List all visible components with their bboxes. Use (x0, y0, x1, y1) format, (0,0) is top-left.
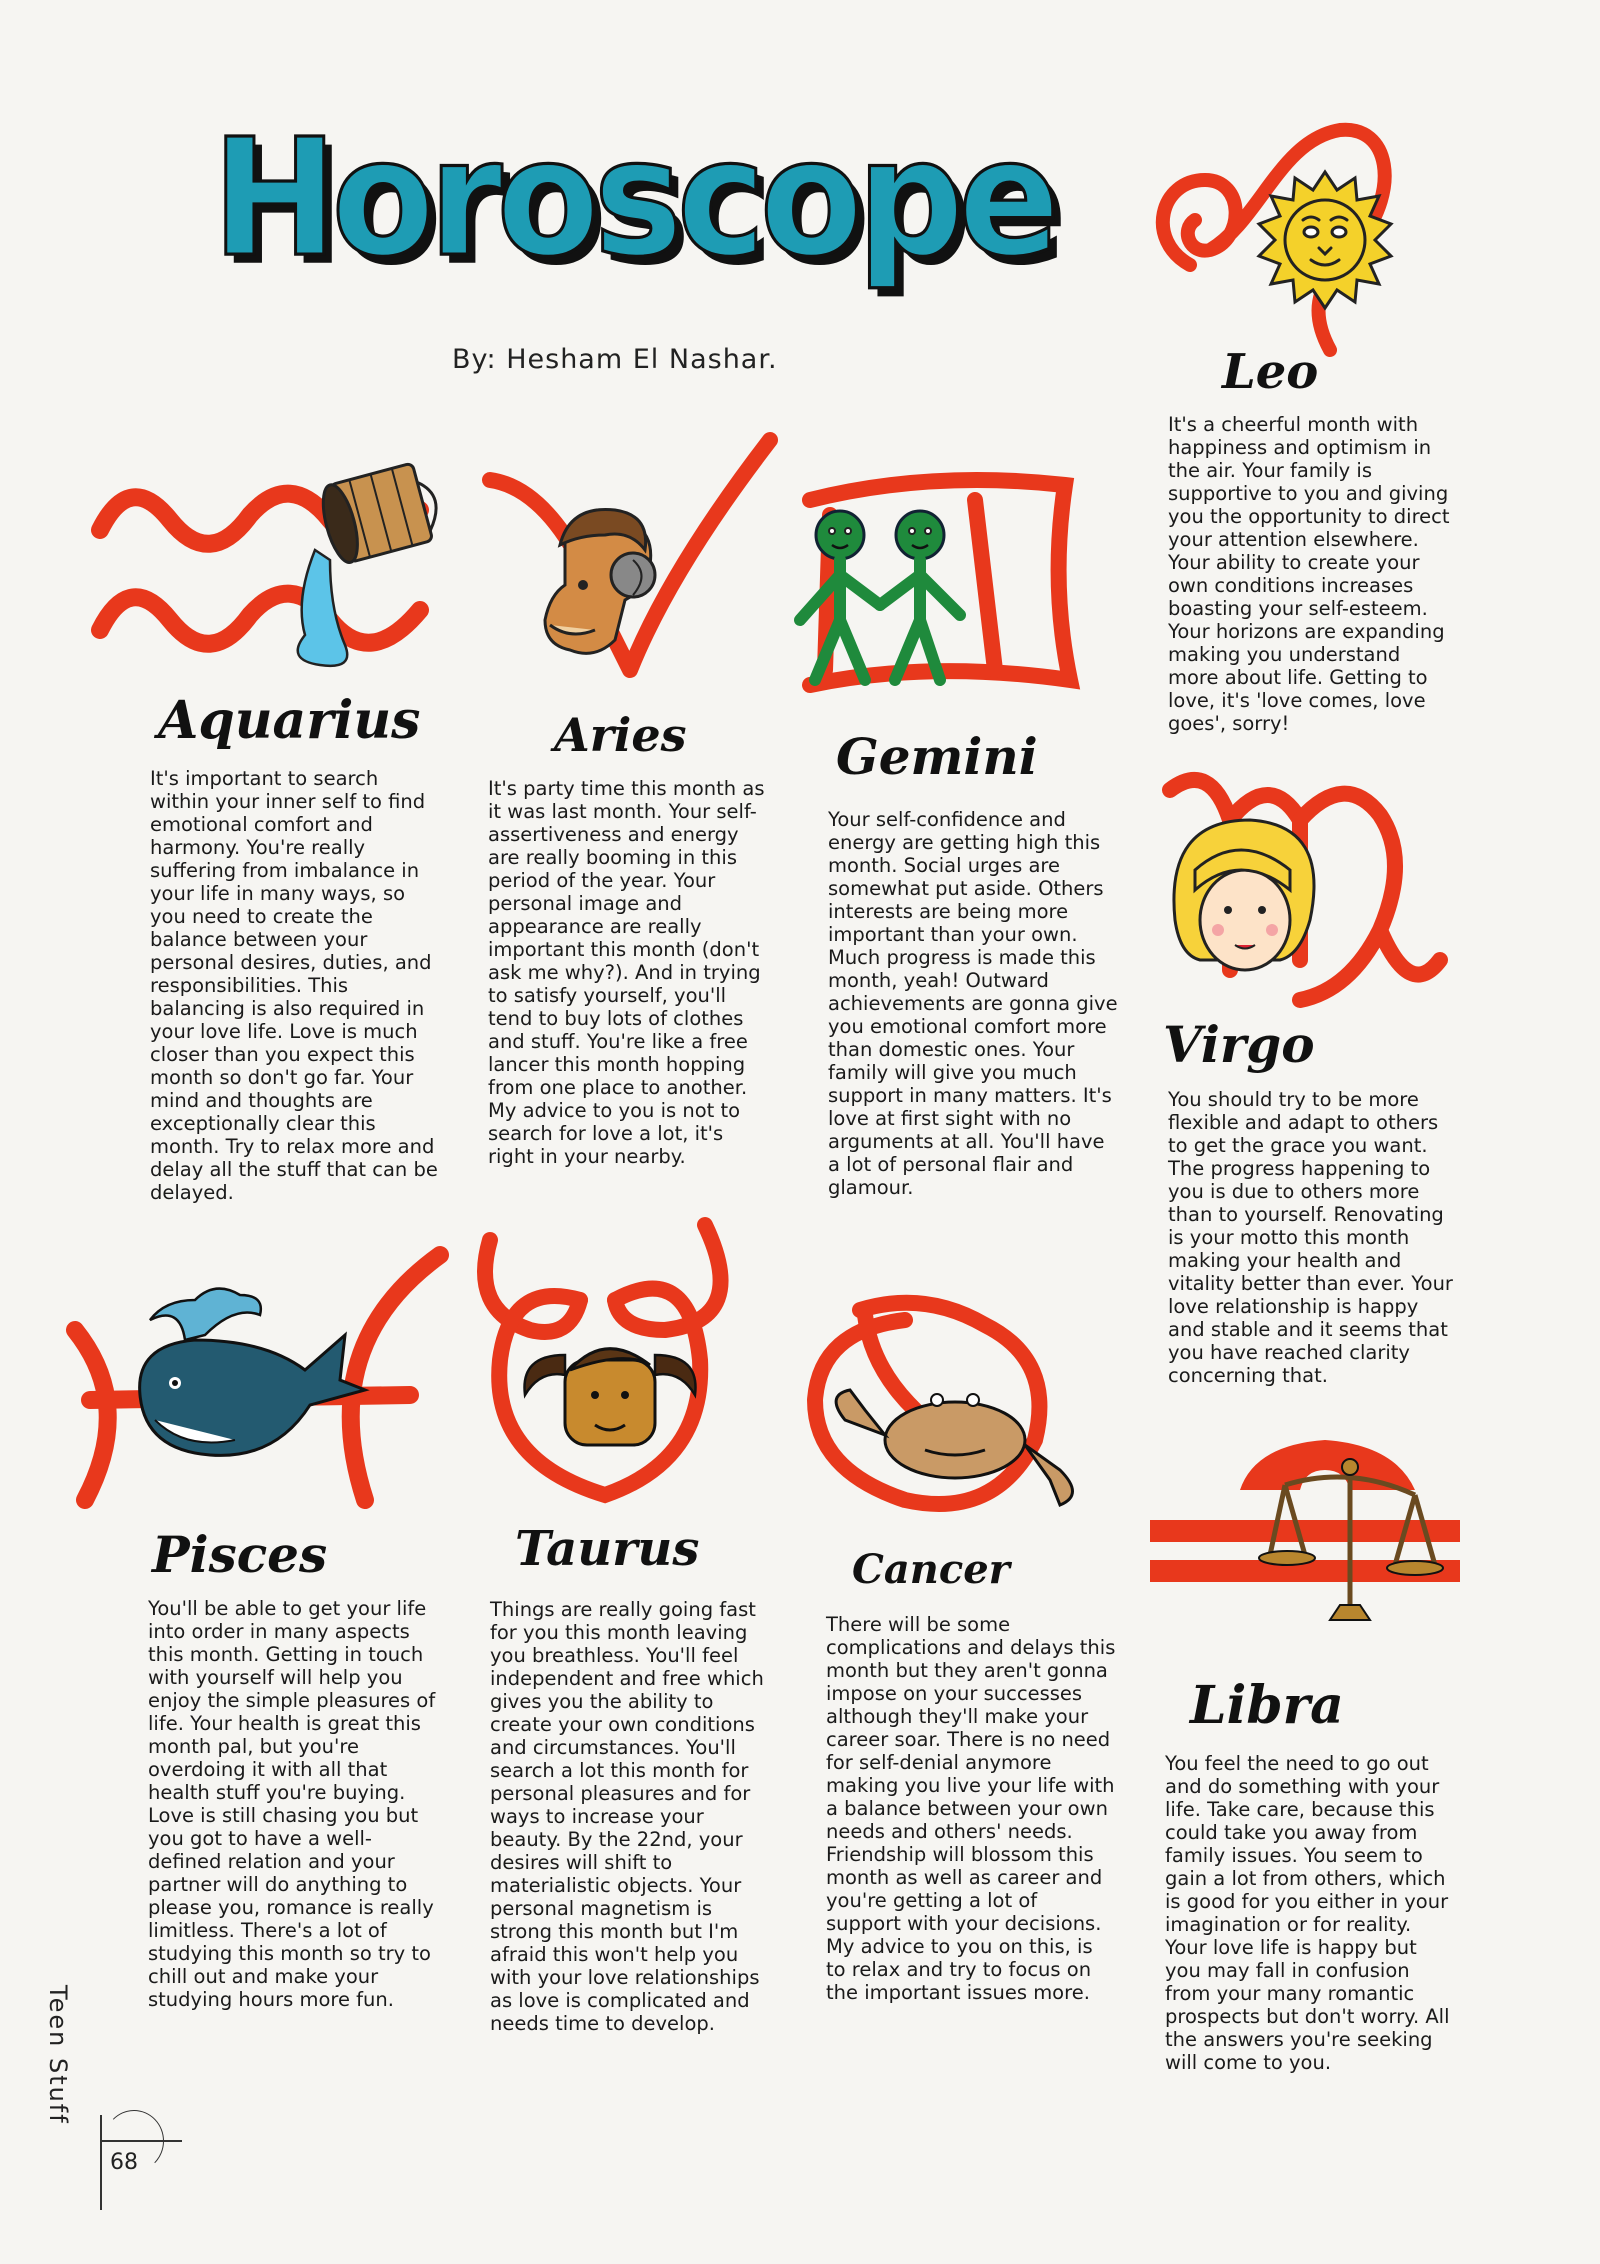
cancer-crab-icon (795, 1290, 1115, 1530)
taurus-bull-icon (470, 1220, 750, 1505)
sign-text: It's important to search within your inner self to find emotional comfort and harmony. You're really suffering from imbalance in your life in many ways, so you need to create the balance between your personal desires, duties, and responsibilities. This balancing is also required in your love life. Love is much closer than you expect this month so don't go far. Your mind and thoughts are exceptionally clear this month. Try to relax more and delay all the stuff that can be delayed. (150, 767, 438, 1204)
virgo-maiden-icon (1150, 760, 1450, 1030)
sign-name: Cancer (852, 1546, 1010, 1593)
side-label: Teen Stuff (44, 1985, 72, 2125)
pisces-whale-icon (65, 1245, 450, 1515)
sign-text: Your self-confidence and energy are getting high this month. Social urges are somewhat put aside. Others interests are being more important than your own. Much progress is made this month, yeah! Outward achievements are gonna give you emotional comfort more than domestic ones. Your family will give you much support in many matters. It's love at first sight with no arguments at all. You'll have a lot of personal flair and glamour. (828, 808, 1118, 1199)
sign-name: Pisces (152, 1525, 328, 1584)
page-number: 68 (110, 2150, 138, 2175)
sign-text: It's a cheerful month with happiness and optimism in the air. Your family is supportive to you and giving you the opportunity to direct your attention elsewhere. Your ability to create your own conditions increases boasting your self-esteem. Your horizons are expanding making you understand more about life. Getting to love, it's 'love comes, love goes', sorry! (1168, 413, 1450, 735)
byline: By: Hesham El Nashar. (452, 344, 778, 375)
sign-text: You'll be able to get your life into order in many aspects this month. Getting in touch with yourself will help you enjoy the simple pleasures of life. Your health is great this month pal, but you're overdoing it with all that health stuff you're buying. Love is still chasing you but you got to have a well-defined relation and your partner will do anything to please you, romance is really limitless. There's a lot of studying this month so try to chill out and make your studying hours more fun. (148, 1597, 436, 2011)
sign-name: Libra (1190, 1675, 1344, 1736)
sign-text: You feel the need to go out and do something with your life. Take care, because this could take you away from family issues. You seem to gain a lot from others, which is good for you either in your imagination or for reality. Your love life is happy but you may fall in confusion from your many romantic prospects but don't worry. All the answers you're seeking will come to you. (1165, 1752, 1450, 2074)
leo-lion-icon (1150, 120, 1410, 380)
sign-text: There will be some complications and delays this month but they aren't gonna impose on your successes although they'll make your career soar. There is no need for self-denial anymore making you live your life with a balance between your own needs and others' needs. Friendship will blossom this month as well as career and you're getting a lot of support with your decisions. My advice to you on this, is to relax and try to focus on the important issues more. (826, 1613, 1116, 2004)
aquarius-water-bearer-icon (90, 460, 460, 690)
sign-name: Gemini (836, 727, 1038, 786)
aries-ram-icon (480, 430, 800, 710)
sign-text: You should try to be more flexible and adapt to others to get the grace you want. The progress happening to you is due to others more than to yourself. Renovating is your motto this month making your health and vitality better than ever. Your love relationship is happy and stable and it seems that you have reached clarity concerning that. (1168, 1088, 1453, 1387)
sign-name: Aquarius (158, 690, 421, 751)
sign-name: Virgo (1163, 1015, 1315, 1074)
footer-rule (100, 2115, 102, 2210)
sign-name: Leo (1222, 344, 1319, 400)
page-title: Horoscope (212, 105, 1054, 293)
sign-name: Taurus (515, 1521, 700, 1577)
sign-text: It's party time this month as it was last month. Your self-assertiveness and energy are really booming in this period of the year. Your personal image and appearance are really important this month (don't ask me why?). And in trying to satisfy yourself, you'll tend to buy lots of clothes and stuff. You're like a free lancer this month hopping from one place to another. My advice to you is not to search for love a lot, it's right in your nearby. (488, 777, 765, 1168)
sign-text: Things are really going fast for you this month leaving you breathless. You'll feel independent and free which gives you the ability to create your own conditions and circumstances. You'll search a lot this month for personal pleasures and for ways to increase your beauty. By the 22nd, your desires will shift to materialistic objects. Your personal magnetism is strong this month but I'm afraid this won't help you with your love relationships as love is complicated and needs time to develop. (490, 1598, 764, 2035)
libra-scales-icon (1145, 1425, 1465, 1635)
sign-name: Aries (554, 708, 687, 762)
gemini-twins-icon (780, 455, 1100, 700)
